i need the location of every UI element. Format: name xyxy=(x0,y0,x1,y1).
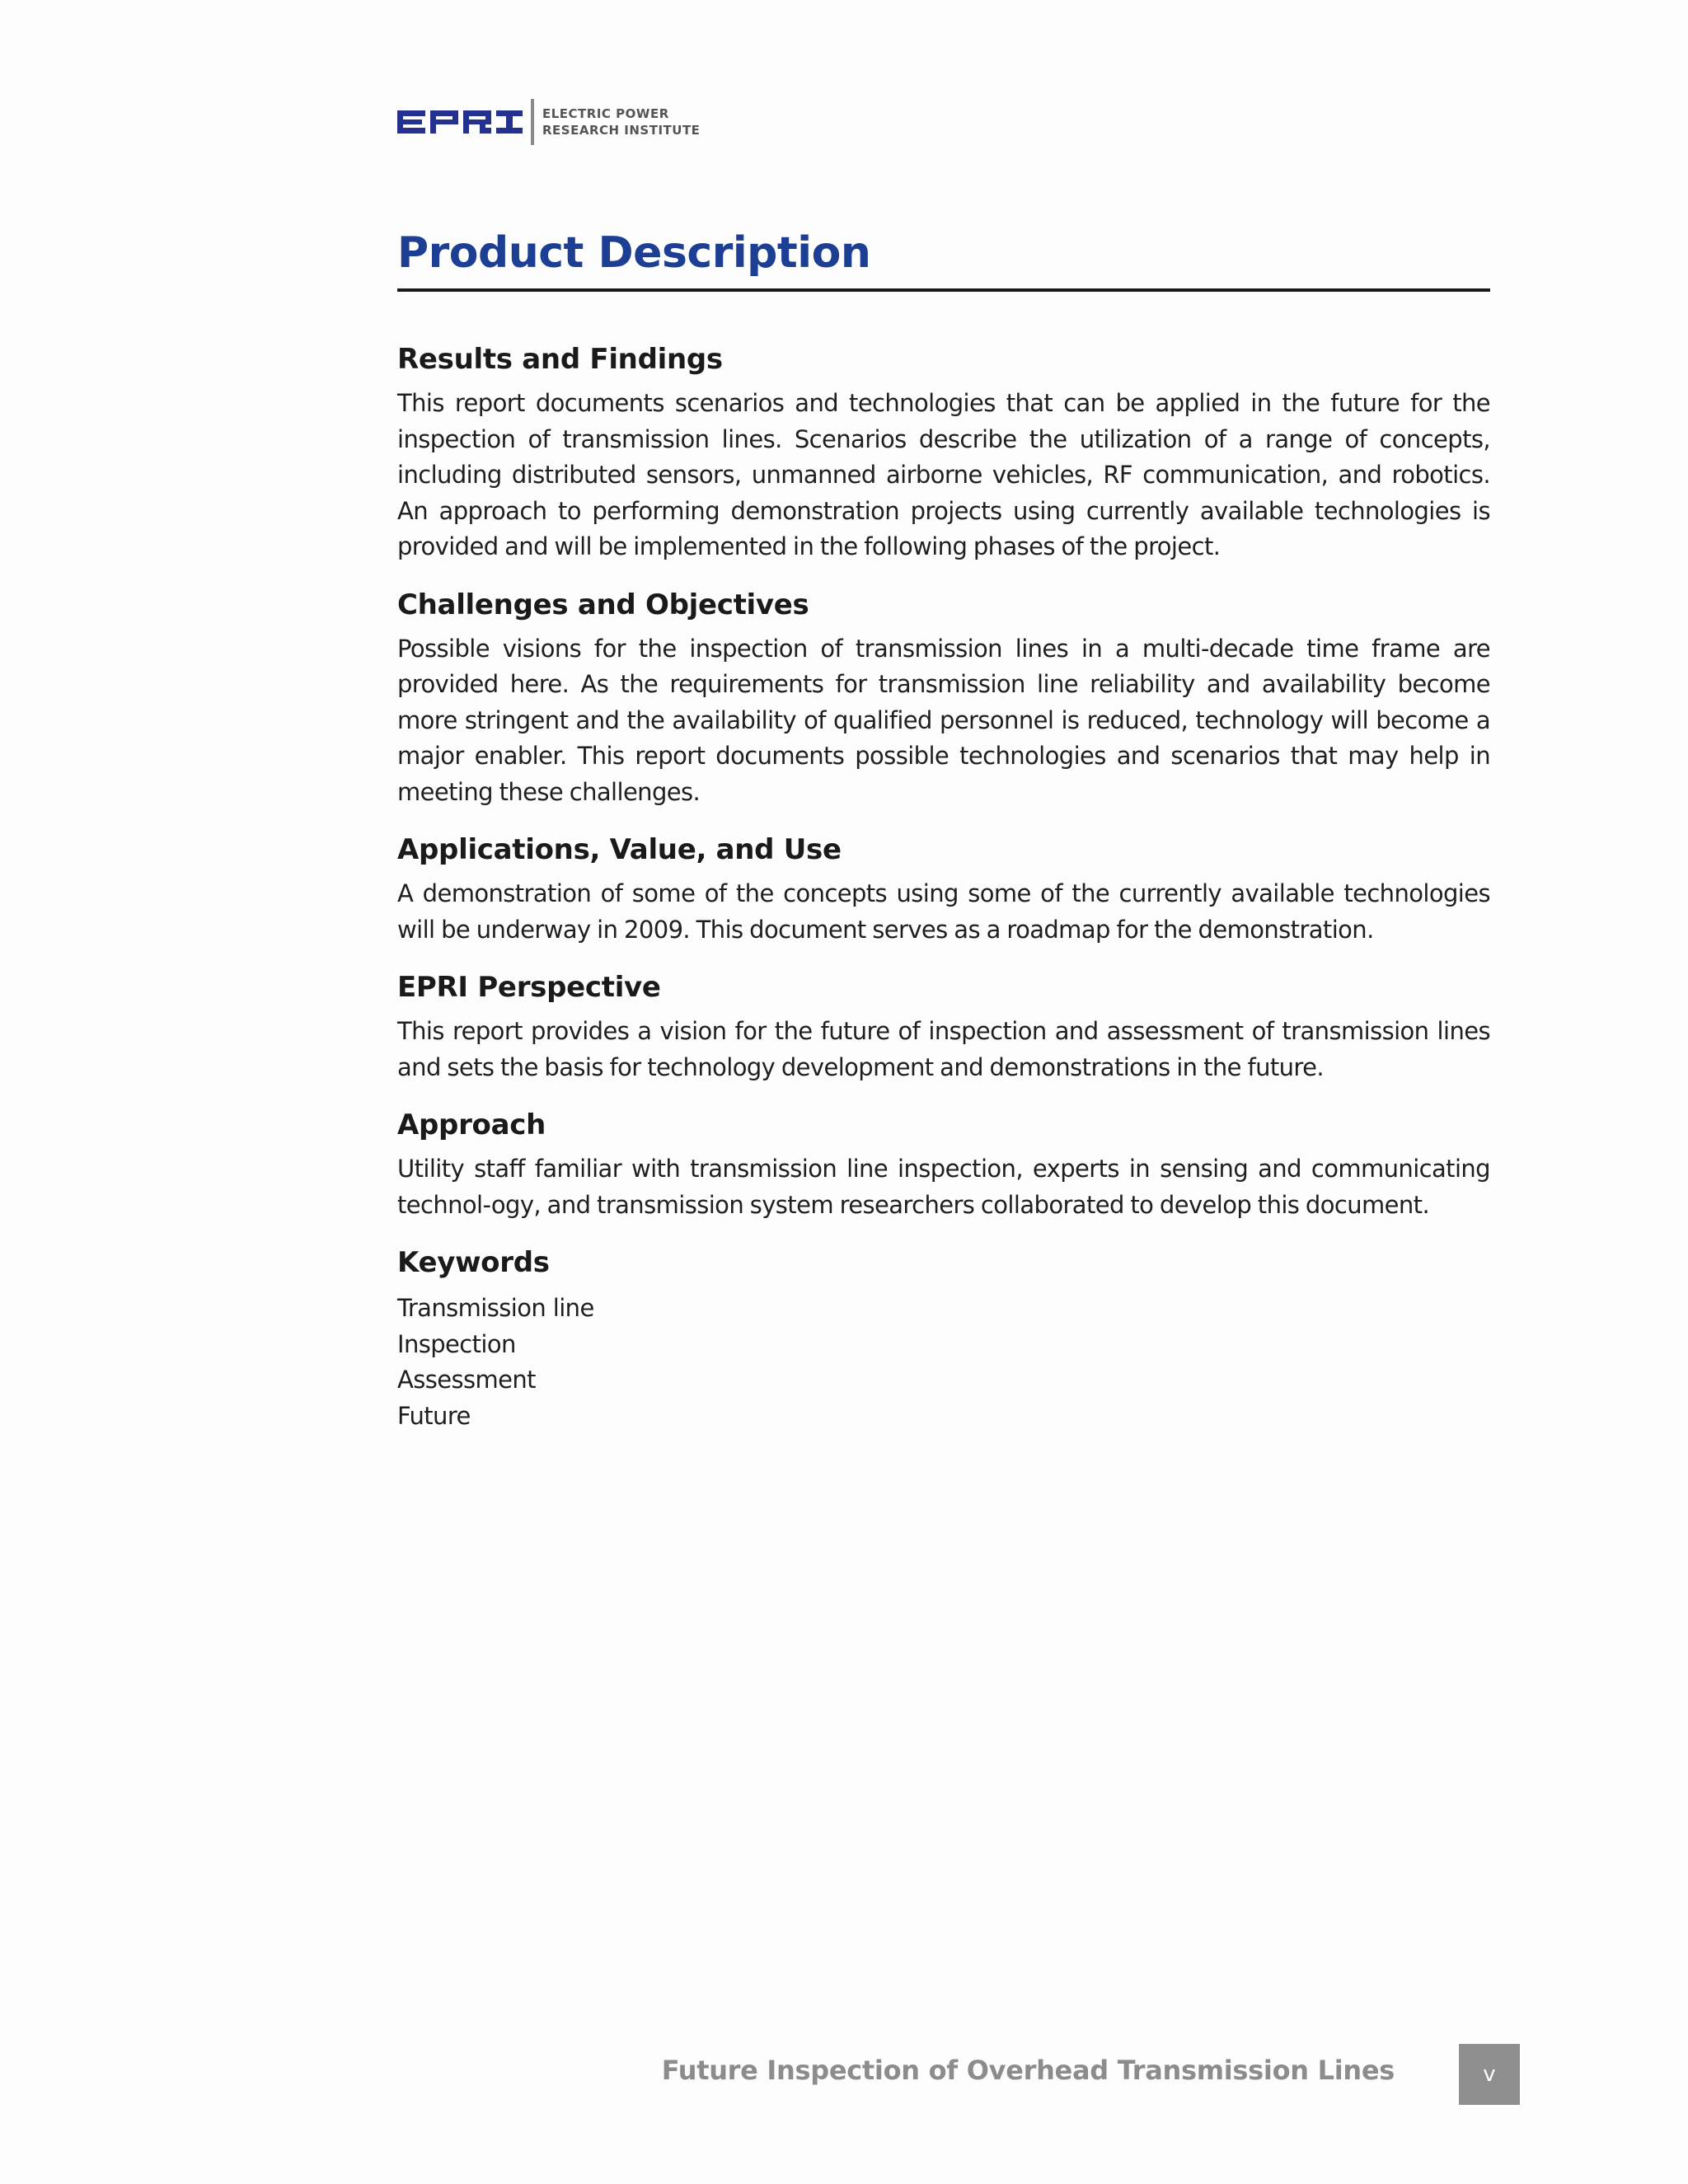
section-body: This report provides a vision for the future of inspection and assessment of transmission lines and sets the basis for technology development and demonstrations in the future. xyxy=(397,1017,1490,1081)
section-epri-perspective xyxy=(397,961,1490,1085)
keyword-list xyxy=(397,1291,1490,1434)
section-heading: EPRI Perspective xyxy=(397,971,661,1004)
section-challenges-and-objectives xyxy=(397,579,1490,811)
page-number xyxy=(1459,2044,1520,2105)
section-applications-value-and-use xyxy=(397,823,1490,948)
section-heading: Keywords xyxy=(397,1246,550,1279)
section-heading: Approach xyxy=(397,1108,546,1141)
page-number-label: v xyxy=(1483,2062,1496,2087)
logo-line-1: ELECTRIC POWER xyxy=(542,106,669,121)
content xyxy=(397,333,1490,1434)
section-body: Utility staff familiar with transmission line inspection, experts in sensing and communicating technol-ogy, and transmission system researchers collaborated to develop this document. xyxy=(397,1155,1490,1219)
keyword-item: Transmission line xyxy=(397,1294,594,1322)
logo-divider xyxy=(531,99,534,145)
page-title: Product Description xyxy=(397,228,871,278)
epri-logo xyxy=(397,97,700,147)
title-rule xyxy=(397,288,1490,292)
section-body: Possible visions for the inspection of transmission lines in a multi-decade time frame are provided here. As the requirements for transmission line reliability and availability become more stringent and the availability of qualified personnel is reduced, technology will become a major enabler. This report documents possible technologies and scenarios that may help in meeting these challenges. xyxy=(397,634,1490,806)
logo-line-2: RESEARCH INSTITUTE xyxy=(542,123,701,138)
section-results-and-findings xyxy=(397,333,1490,565)
logo-text xyxy=(542,105,700,138)
section-heading: Applications, Value, and Use xyxy=(397,833,842,866)
section-body: This report documents scenarios and technologies that can be applied in the future for the inspection of transmission lines. Scenarios describe the utilization of a range of concepts, including distributed sensors, unmanned airborne vehicles, RF communication, and robotics. An approach to performing demonstration projects using currently available technologies is provided and will be implemented in the following phases of the project. xyxy=(397,389,1490,560)
footer-title: Future Inspection of Overhead Transmission Lines xyxy=(661,2055,1395,2086)
section-heading: Challenges and Objectives xyxy=(397,588,809,621)
epri-logo-mark xyxy=(397,105,523,138)
section-keywords xyxy=(397,1236,1490,1434)
keyword-item: Future xyxy=(397,1401,471,1430)
section-body: A demonstration of some of the concepts using some of the currently available technologies will be underway in 2009. This document serves as a roadmap for the demonstration. xyxy=(397,879,1490,944)
keyword-item: Inspection xyxy=(397,1329,516,1358)
section-approach xyxy=(397,1099,1490,1223)
section-heading: Results and Findings xyxy=(397,343,723,376)
keyword-item: Assessment xyxy=(397,1366,536,1394)
